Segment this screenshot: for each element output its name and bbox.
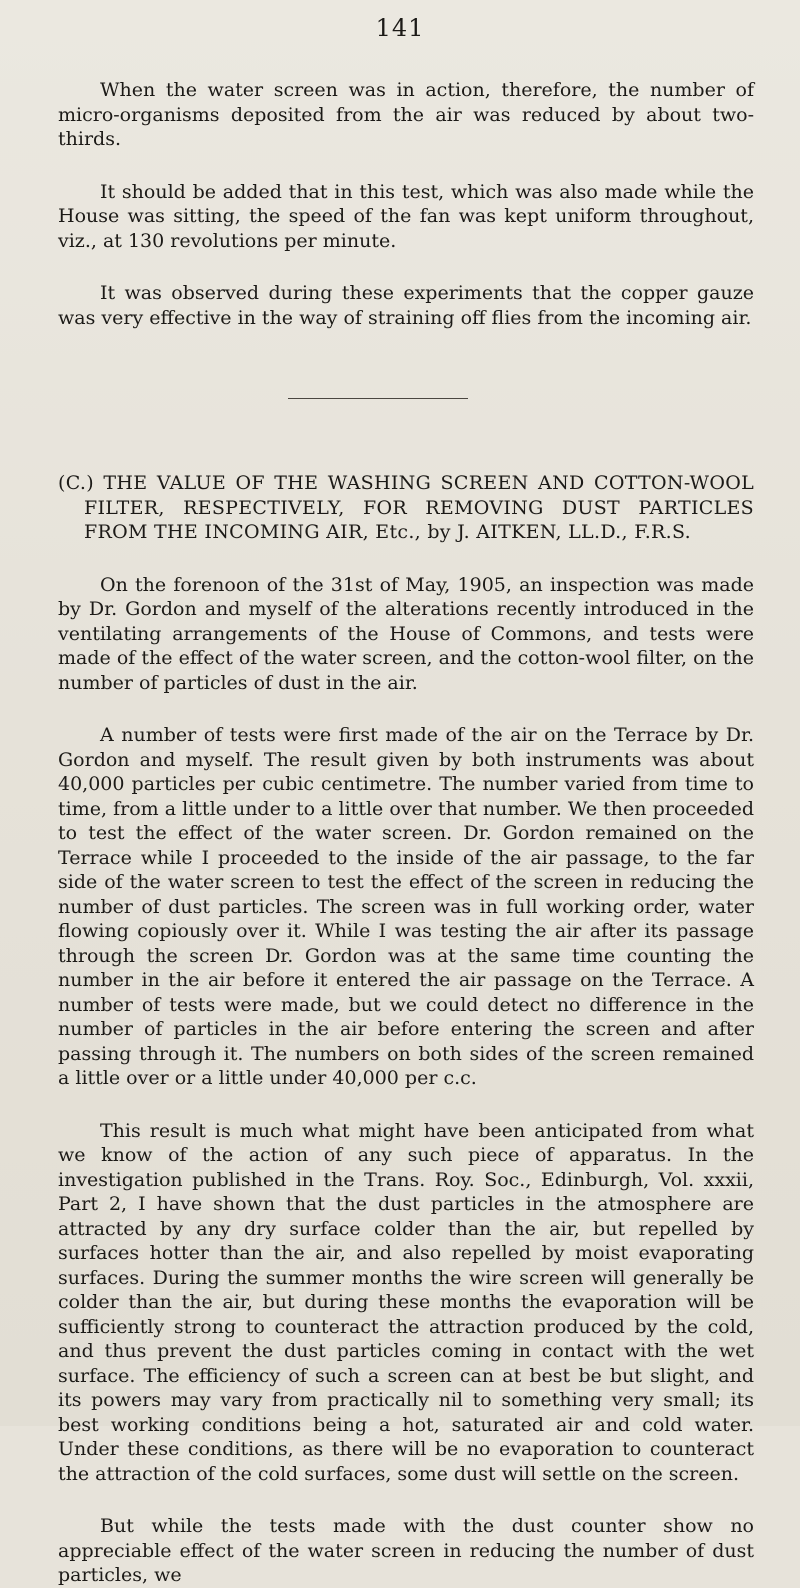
paragraph-copper-gauze: It was observed during these experiments that the copper gauze was very effective in the way of straining off flies from the incoming air. — [58, 282, 754, 329]
paragraph-fan-speed: It should be added that in this test, which was also made while the House was sitting, the speed of the fan was kept uniform throughout, viz., at 130 revolutions per minute. — [58, 180, 754, 252]
section-heading: (C.) THE VALUE OF THE WASHING SCREEN AND COTTON-WOOL FILTER, RESPECTIVELY, FOR REMOVING DUST PARTICLES FROM THE INCOMING AIR, Etc., by J. AITKEN, LL.D., F.R.S. — [58, 472, 754, 543]
paragraph-microorganisms: When the water screen was in action, therefore, the number of micro-organisms deposited from the air was reduced by about two-thirds. — [58, 79, 754, 150]
page-number: 141 — [375, 14, 425, 42]
paragraph-anticipated-result: This result is much what might have been anticipated from what we know of the action of any such piece of apparatus. In the investigation published in the Trans. Roy. Soc., Edinburgh, Vol. xxxii, Part 2, I have shown that the dust particles in the atmosphere are attracted by any dry surface colder than the air, but repelled by surfaces hotter than the air, and also repelled by moist evaporating surfaces. During the summer months the wire screen will generally be colder than the air, but during these months the evaporation will be sufficiently strong to counteract the attraction produced by the cold, and thus prevent the dust particles coming in contact with the wet surface. The efficiency of such a screen can at best be but slight, and its powers may vary from practically nil to something very small; its best working conditions being a hot, saturated air and cold water. Under these conditions, as there will be no evaporation to counteract the attraction of the cold surfaces, some dust will settle on the screen. — [58, 1119, 754, 1485]
page-content — [58, 78, 754, 1588]
paragraph-inspection: On the forenoon of the 31st of May, 1905, an inspection was made by Dr. Gordon and myself of the alterations recently introduced in the ventilating arrangements of the House of Commons, and tests were made of the effect of the water screen, and the cotton-wool filter, on the number of particles of dust in the air. — [58, 573, 754, 694]
paragraph-terrace-tests: A number of tests were first made of the air on the Terrace by Dr. Gordon and myself. The result given by both instruments was about 40,000 particles per cubic centimetre. The number varied from time to time, from a little under to a little over that number. We then proceeded to test the effect of the water screen. Dr. Gordon remained on the Terrace while I proceeded to the inside of the air passage, to the far side of the water screen to test the effect of the screen in reducing the number of dust particles. The screen was in full working order, water flowing copiously over it. While I was testing the air after its passage through the screen Dr. Gordon was at the same time counting the number in the air before it entered the air passage on the Terrace. A number of tests were made, but we could detect no difference in the number of particles in the air before entering the screen and after passing through it. The numbers on both sides of the screen remained a little over or a little under 40,000 per c.c. — [58, 724, 754, 1089]
section-divider — [288, 398, 468, 399]
paragraph-conclusion-start: But while the tests made with the dust counter show no appreciable effect of the water screen in reducing the number of dust particles, we — [58, 1515, 754, 1586]
